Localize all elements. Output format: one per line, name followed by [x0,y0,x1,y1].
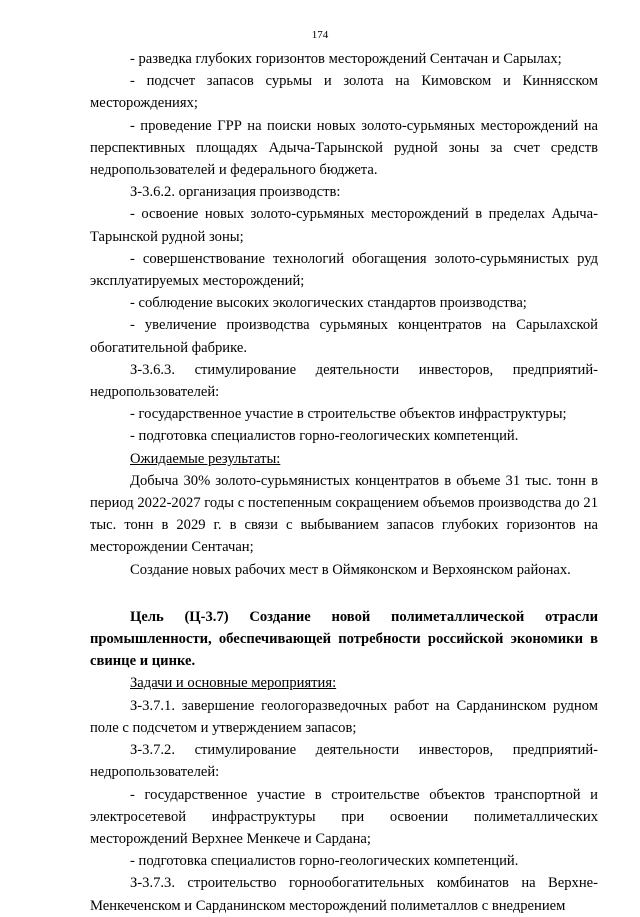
paragraph-8: - увеличение производства сурьмяных концентратов на Сарылахской обогатительной фабрике. [90,317,598,356]
paragraph-6: - совершенствование технологий обогащения золото-сурьмянистых руд эксплуатируемых месторождений; [90,250,598,290]
paragraph-20: - государственное участие в строительстве объектов транспортной и электросетевой инфраструктуры при освоении полиметаллических месторождений Верхнее Менкече и Сардана; [90,786,598,847]
paragraph-2: - подсчет запасов сурьмы и золота на Кимовском и Киннясском месторождениях; [90,73,598,112]
paragraph-14: Создание новых рабочих мест в Оймяконском и Верхоянском районах. [130,561,571,578]
subheading-tasks: Задачи и основные мероприятия: [130,675,337,692]
goal-heading: Цель (Ц-3.7) Создание новой полиметаллической отрасли промышленности, обеспечивающей потребности российской экономики в свинце и цинке. [90,608,598,670]
paragraph-7: - соблюдение высоких экологических стандартов производства; [130,295,527,312]
paragraph-21: - подготовка специалистов горно-геологических компетенций. [130,853,519,870]
section-gap [90,581,598,606]
paragraph-19: З-3.7.2. стимулирование деятельности инвесторов, предприятий-недропользователей: [90,742,598,781]
paragraph-22: З-3.7.3. строительство горнообогатительных комбинатов на Верхне-Менкеченском и Сарданинском месторождений полиметаллов с внедрением [90,875,598,914]
paragraph-1: - разведка глубоких горизонтов месторождений Сентачан и Сарылах; [130,51,562,67]
document-body [90,48,598,917]
subheading-results: Ожидаемые результаты: [130,450,281,467]
paragraph-3: - проведение ГРР на поиски новых золото-сурьмяных месторождений на перспективных площадях Адыча-Тарынской рудной зоны за счет средств недропользователей и федерального бюджета. [90,117,598,179]
paragraph-10: - государственное участие в строительстве объектов инфраструктуры; [130,406,567,423]
page-number: 174 [311,29,329,41]
paragraph-13: Добыча 30% золото-сурьмянистых концентратов в объеме 31 тыс. тонн в период 2022-2027 годы с постепенным сокращением объемов производства до 21 тыс. тонн в 2029 г. в связи с выбыванием запасов глубоких горизонтов на месторождении Сентачан; [90,472,598,556]
paragraph-5: - освоение новых золото-сурьмяных месторождений в пределах Адыча-Тарынской рудной зоны; [90,206,598,245]
paragraph-4: З-3.6.2. организация производств: [130,184,341,201]
paragraph-18: З-3.7.1. завершение геологоразведочных работ на Сарданинском рудном поле с подсчетом и утверждением запасов; [90,697,598,736]
paragraph-9: З-3.6.3. стимулирование деятельности инвесторов, предприятий-недропользователей: [90,361,598,401]
paragraph-11: - подготовка специалистов горно-геологических компетенций. [130,428,519,445]
